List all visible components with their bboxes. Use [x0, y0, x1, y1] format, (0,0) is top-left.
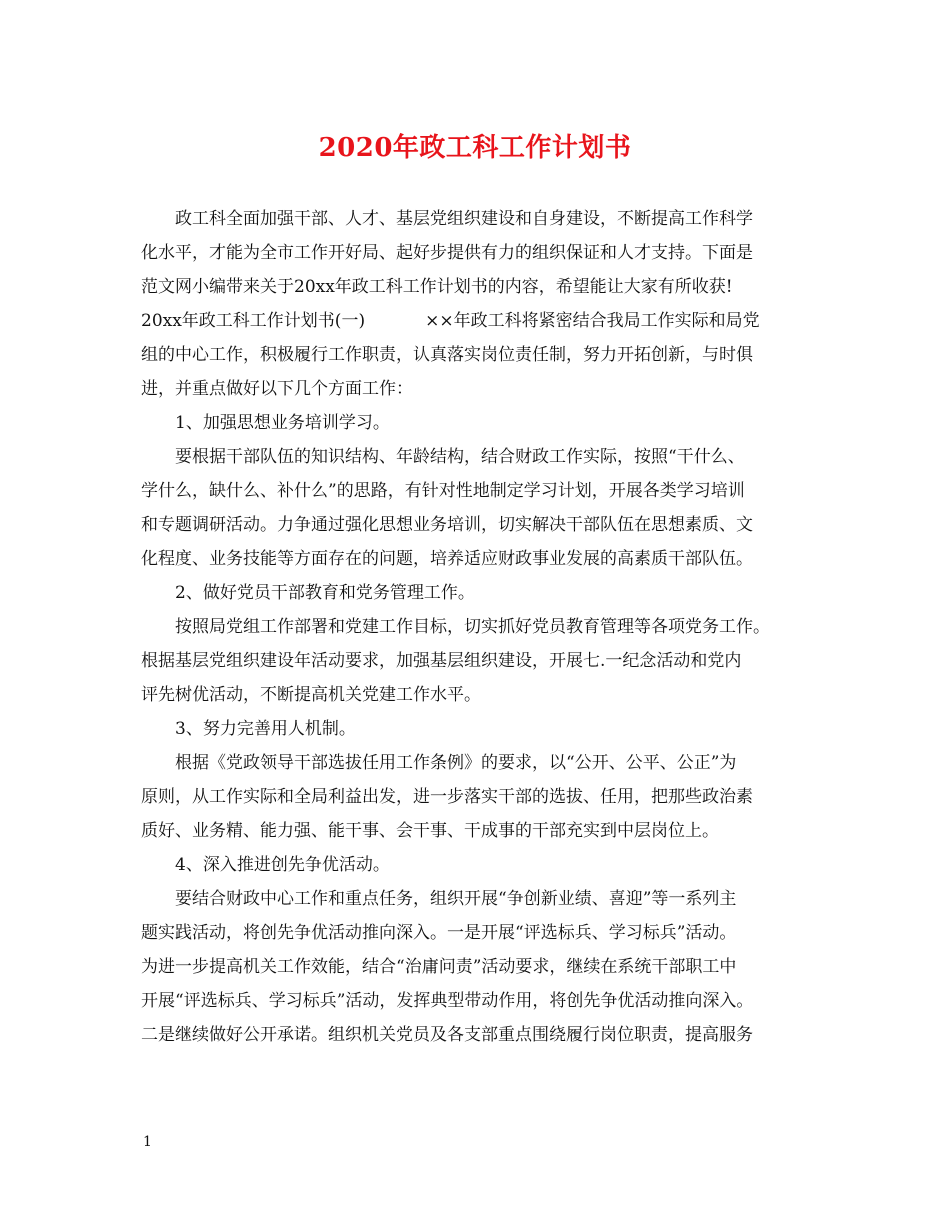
paragraph-line: 根据《党政领导干部选拔任用工作条例》的要求，以“公开、公平、公正”为 — [175, 753, 737, 773]
paragraph-line: 原则，从工作实际和全局利益出发，进一步落实干部的选拔、任用，把那些政治素 — [141, 787, 753, 807]
paragraph-line: 为进一步提高机关工作效能，结合“治庸问责”活动要求，继续在系统干部职工中 — [141, 957, 737, 977]
paragraph-line: 组的中心工作，积极履行工作职责，认真落实岗位责任制，努力开拓创新，与时俱 — [141, 345, 753, 365]
paragraph-line: 要结合财政中心工作和重点任务，组织开展“争创新业绩、喜迎”等一系列主 — [175, 889, 737, 909]
paragraph-text: ××年政工科将紧密结合我局工作实际和局党 — [425, 311, 760, 331]
paragraph-line: 质好、业务精、能力强、能干事、会干事、干成事的干部充实到中层岗位上。 — [141, 821, 719, 841]
paragraph-line: 进，并重点做好以下几个方面工作： — [141, 379, 413, 399]
paragraph-line: 学什么，缺什么、补什么”的思路，有针对性地制定学习计划，开展各类学习培训 — [141, 481, 745, 501]
page-number: 1 — [143, 1134, 152, 1150]
paragraph-line: 根据基层党组织建设年活动要求，加强基层组织建设，开展七.一纪念活动和党内 — [141, 651, 742, 671]
paragraph-line: 开展“评选标兵、学习标兵”活动，发挥典型带动作用，将创先争优活动推向深入。 — [141, 991, 754, 1011]
section-heading: 2、做好党员干部教育和党务管理工作。 — [175, 583, 475, 603]
paragraph-line: 和专题调研活动。力争通过强化思想业务培训，切实解决干部队伍在思想素质、文 — [141, 515, 753, 535]
paragraph-line: 二是继续做好公开承诺。组织机关党员及各支部重点围绕履行岗位职责，提高服务 — [141, 1025, 753, 1045]
document-title: 2020年政工科工作计划书 — [318, 133, 632, 163]
document-body — [141, 202, 811, 1052]
paragraph-line: 化程度、业务技能等方面存在的问题，培养适应财政事业发展的高素质干部队伍。 — [141, 549, 753, 569]
section-heading: 1、加强思想业务培训学习。 — [175, 413, 390, 433]
paragraph-line — [141, 304, 811, 338]
paragraph-line: 评先树优活动，不断提高机关党建工作水平。 — [141, 685, 481, 705]
paragraph-line: 化水平，才能为全市工作开好局、起好步提供有力的组织保证和人才支持。下面是 — [141, 243, 753, 263]
section-heading: 20xx年政工科工作计划书(一) — [141, 311, 366, 331]
paragraph-line: 政工科全面加强干部、人才、基层党组织建设和自身建设，不断提高工作科学 — [175, 209, 753, 229]
paragraph-line: 题实践活动，将创先争优活动推向深入。一是开展“评选标兵、学习标兵”活动。 — [141, 923, 737, 943]
paragraph-line: 要根据干部队伍的知识结构、年龄结构，结合财政工作实际，按照“干什么、 — [175, 447, 745, 467]
paragraph-line: 范文网小编带来关于20xx年政工科工作计划书的内容，希望能让大家有所收获! — [141, 277, 733, 297]
section-heading: 3、努力完善用人机制。 — [175, 719, 356, 739]
paragraph-line: 按照局党组工作部署和党建工作目标，切实抓好党员教育管理等各项党务工作。 — [175, 617, 770, 637]
section-heading: 4、深入推进创先争优活动。 — [175, 855, 390, 875]
